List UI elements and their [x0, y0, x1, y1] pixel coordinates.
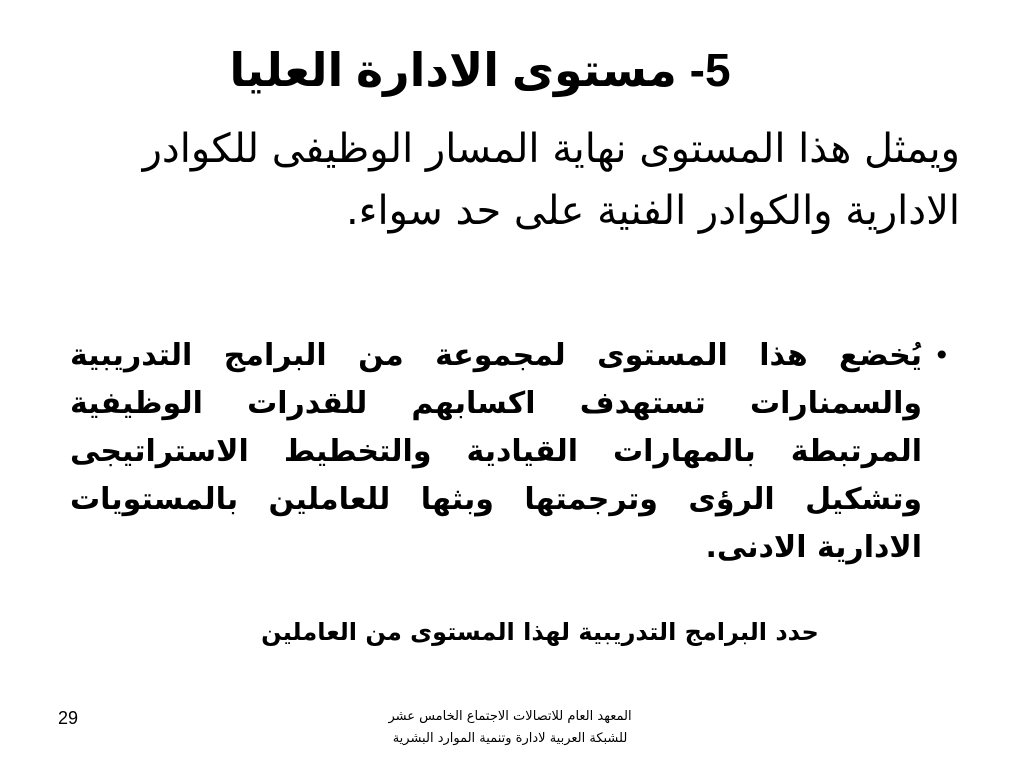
bullet-marker: • — [933, 339, 950, 372]
bullet-list — [70, 332, 950, 572]
footer — [330, 706, 690, 750]
footer-line-2: للشبكة العربية لادارة وتنمية الموارد البشرية — [392, 731, 628, 746]
bullet-item — [70, 332, 950, 572]
slide-note: حدد البرامج التدريبية لهذا المستوى من العاملين — [261, 618, 819, 646]
footer-line-1: المعهد العام للاتصالات الاجتماع الخامس عشر — [388, 709, 632, 724]
page-number: 29 — [58, 708, 79, 728]
slide-subtitle: ويمثل هذا المستوى نهاية المسار الوظيفى للكوادر الادارية والكوادر الفنية على حد سواء. — [142, 126, 960, 234]
bullet-text: يُخضع هذا المستوى لمجموعة من البرامج التدريبية والسمنارات تستهدف اكسابهم للقدرات الوظيفية المرتبطة بالمهارات القيادية والتخطيط الاستراتيجى وتشكيل الرؤى وترجمتها وبثها للعاملين بالمستويات الادارية الادنى. — [70, 338, 922, 565]
slide-title: 5- مستوى الادارة العليا — [229, 44, 731, 96]
